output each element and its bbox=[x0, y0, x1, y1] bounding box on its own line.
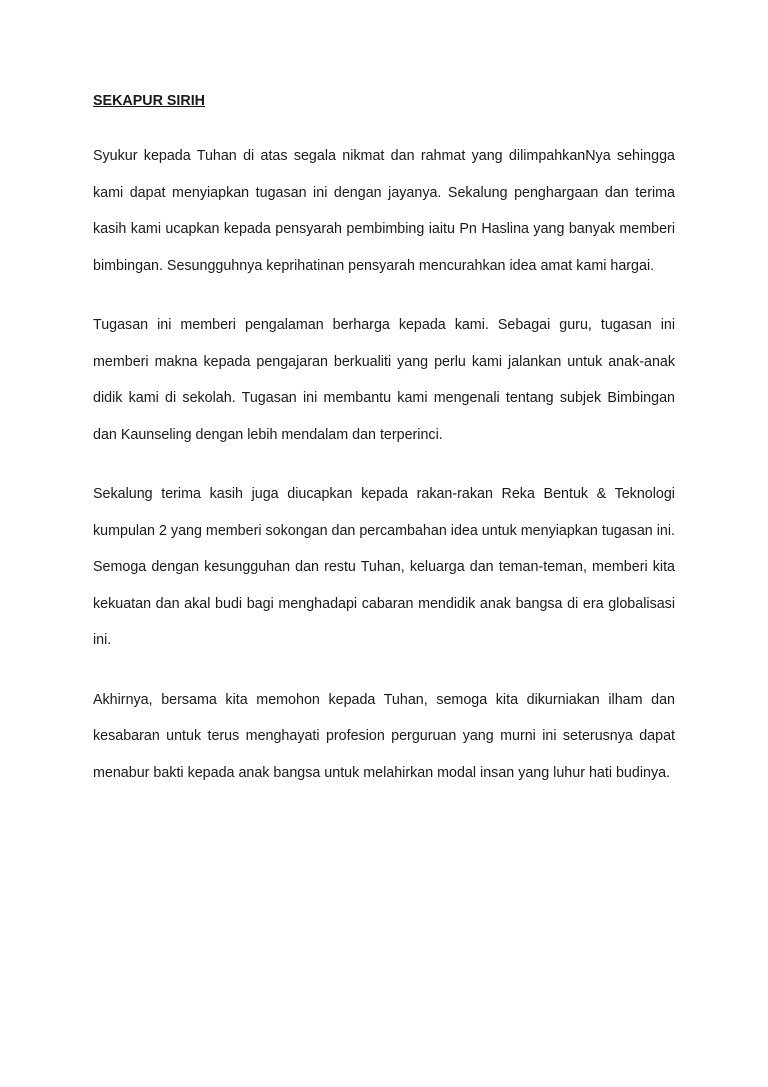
page-title: SEKAPUR SIRIH bbox=[93, 93, 206, 109]
paragraph-experience: Tugasan ini memberi pengalaman berharga kepada kami. Sebagai guru, tugasan ini memberi makna kepada pengajaran berkualiti yang perlu kami jalankan untuk anak-anak didik kami di sekolah. Tugasan ini membantu kami mengenali tentang subjek Bimbingan dan Kaunseling dengan lebih mendalam dan terperinci. bbox=[93, 317, 675, 443]
document-body bbox=[93, 88, 675, 791]
paragraph-closing: Akhirnya, bersama kita memohon kepada Tuhan, semoga kita dikurniakan ilham dan kesabaran untuk terus menghayati profesion perguruan yang murni ini seterusnya dapat menabur bakti kepada anak bangsa untuk melahirkan modal insan yang luhur hati budinya. bbox=[93, 691, 675, 781]
paragraph-thanks-colleagues: Sekalung terima kasih juga diucapkan kepada rakan-rakan Reka Bentuk & Teknologi kumpulan 2 yang memberi sokongan dan percambahan idea untuk menyiapkan tugasan ini. Semoga dengan kesungguhan dan restu Tuhan, keluarga dan teman-teman, memberi kita kekuatan dan akal budi bagi menghadapi cabaran mendidik anak bangsa di era globalisasi ini. bbox=[93, 486, 675, 648]
paragraph-gratitude: Syukur kepada Tuhan di atas segala nikmat dan rahmat yang dilimpahkanNya sehingga kami dapat menyiapkan tugasan ini dengan jayanya. Sekalung penghargaan dan terima kasih kami ucapkan kepada pensyarah pembimbing iaitu Pn Haslina yang banyak memberi bimbingan. Sesungguhnya keprihatinan pensyarah mencurahkan idea amat kami hargai. bbox=[93, 148, 675, 274]
